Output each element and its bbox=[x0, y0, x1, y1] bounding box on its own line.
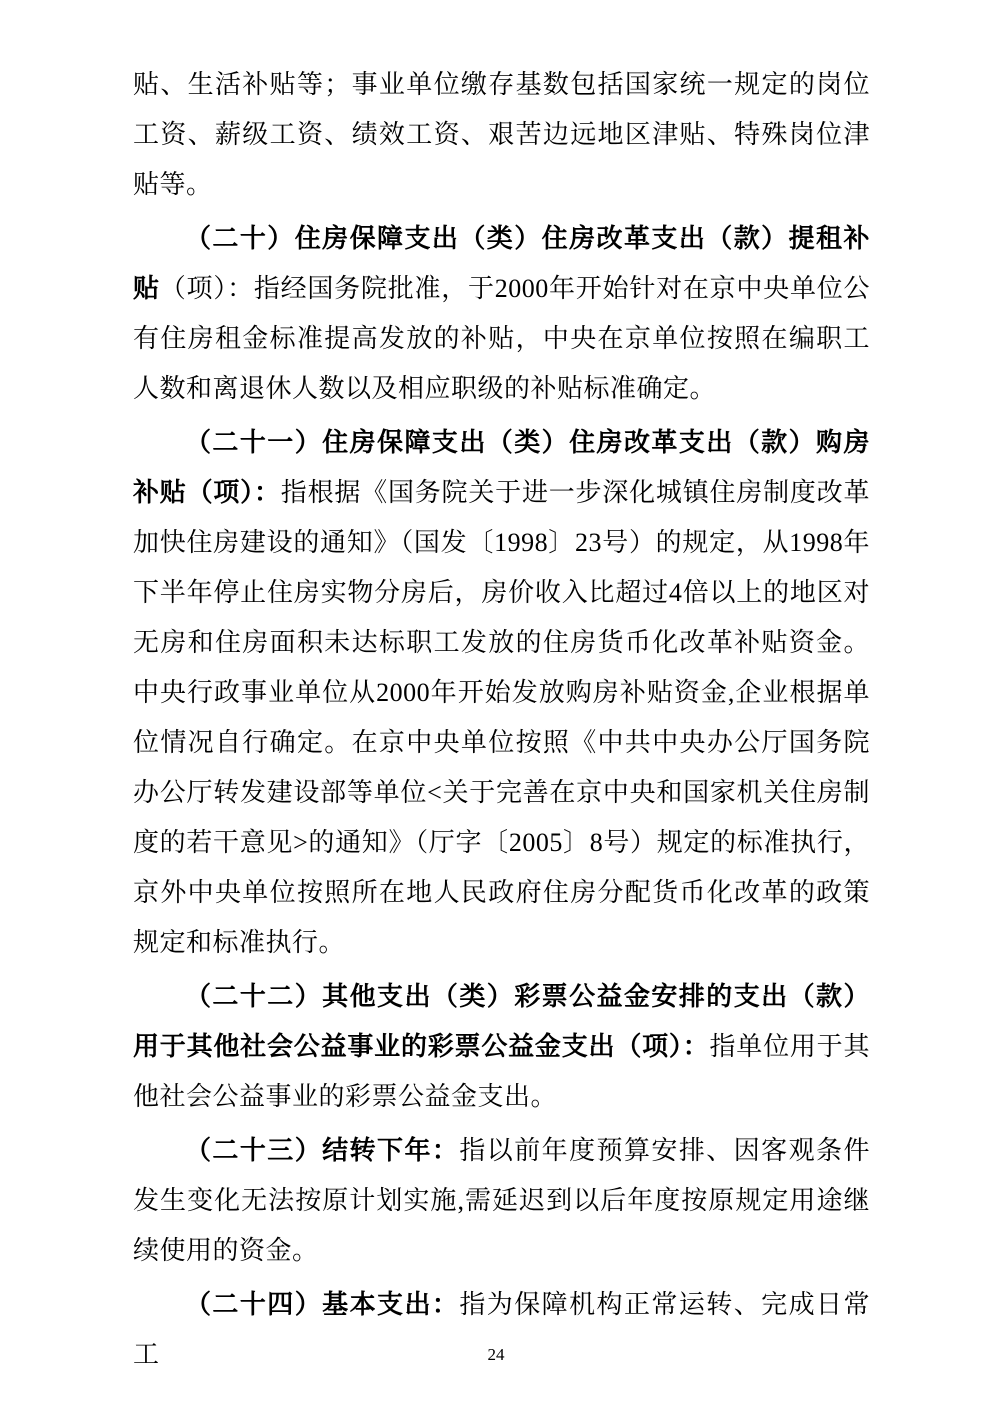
para-item-23-carryover-to-next-year bbox=[133, 1126, 870, 1276]
document-body bbox=[133, 60, 870, 1384]
term-heading-run: （二十三）结转下年： bbox=[185, 1136, 460, 1165]
para-continuation-allowances bbox=[133, 60, 870, 210]
body-text-run: 指为保障机构正常运转、完成日常工 bbox=[133, 1290, 870, 1369]
term-heading-run: （二十）住房保障支出（类）住房改革支出（款）提租补贴 bbox=[133, 224, 870, 303]
term-heading-run: （二十一）住房保障支出（类）住房改革支出（款）购房补贴（项）： bbox=[133, 428, 870, 507]
term-heading-run: （二十二）其他支出（类）彩票公益金安排的支出（款）用于其他社会公益事业的彩票公益金支出（项）： bbox=[133, 982, 870, 1061]
body-text-run: 指单位用于其他社会公益事业的彩票公益金支出。 bbox=[133, 1032, 870, 1111]
body-text-run: 贴、生活补贴等；事业单位缴存基数包括国家统一规定的岗位工资、薪级工资、绩效工资、艰苦边远地区津贴、特殊岗位津贴等。 bbox=[133, 70, 870, 199]
para-item-21-home-purchase-subsidy bbox=[133, 418, 870, 968]
para-item-20-rent-raise-subsidy bbox=[133, 214, 870, 414]
para-item-22-lottery-public-welfare bbox=[133, 972, 870, 1122]
term-heading-run: （二十四）基本支出： bbox=[185, 1290, 460, 1319]
body-text-run: 指以前年度预算安排、因客观条件发生变化无法按原计划实施,需延迟到以后年度按原规定用途继续使用的资金。 bbox=[133, 1136, 870, 1265]
page-number: 24 bbox=[487, 1345, 505, 1364]
body-text-run: （项）：指经国务院批准，于2000年开始针对在京中央单位公有住房租金标准提高发放的补贴，中央在京单位按照在编职工人数和离退休人数以及相应职级的补贴标准确定。 bbox=[133, 274, 870, 403]
body-text-run: 指根据《国务院关于进一步深化城镇住房制度改革加快住房建设的通知》（国发〔1998〕23号）的规定，从1998年下半年停止住房实物分房后，房价收入比超过4倍以上的地区对无房和住房面积未达标职工发放的住房货币化改革补贴资金。中央行政事业单位从2000年开始发放购房补贴资金,企业根据单位情况自行确定。在京中央单位按照《中共中央办公厅国务院办公厅转发建设部等单位<关于完善在京中央和国家机关住房制度的若干意见>的通知》（厅字〔2005〕8号）规定的标准执行，京外中央单位按照所在地人民政府住房分配货币化改革的政策规定和标准执行。 bbox=[133, 478, 870, 957]
para-item-24-basic-expenditure bbox=[133, 1280, 870, 1380]
